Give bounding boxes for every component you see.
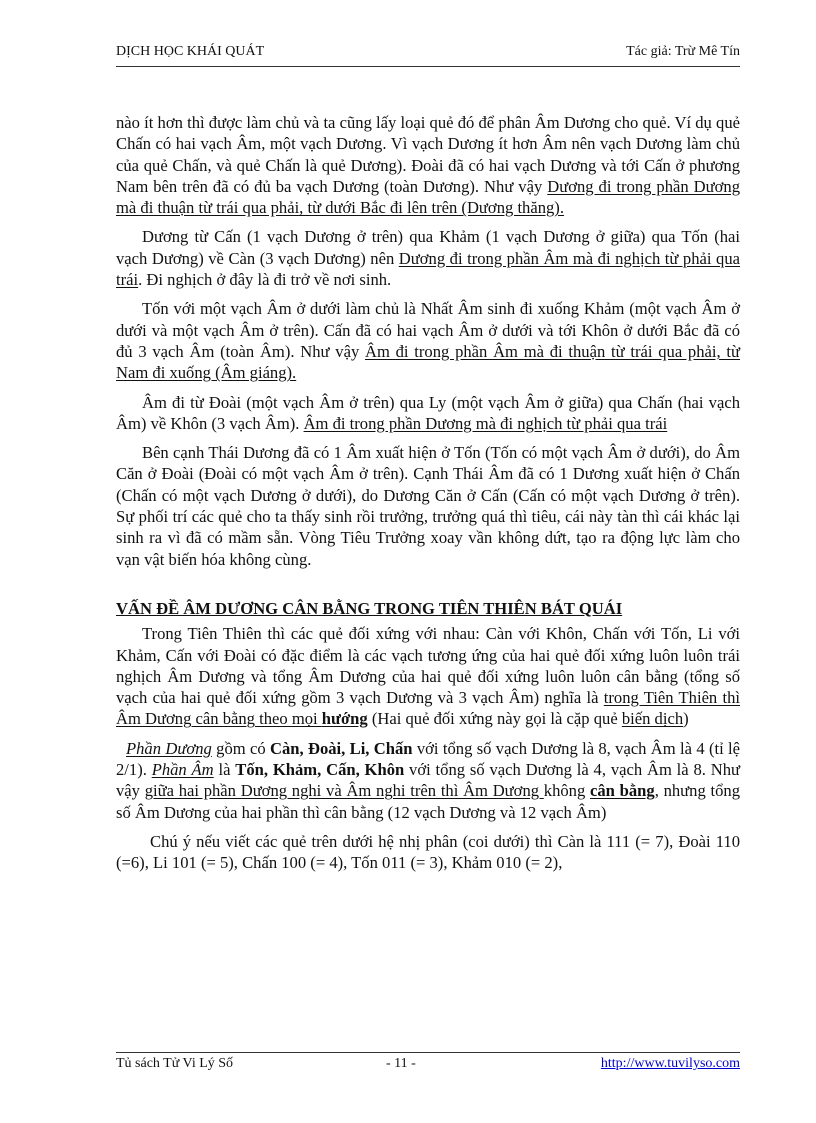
section-heading: VẤN ĐỀ ÂM DƯƠNG CÂN BẰNG TRONG TIÊN THIÊN BÁT QUÁI (116, 598, 623, 618)
footer-divider (116, 1052, 740, 1053)
underlined-bold-phrase: cân bằng (590, 781, 655, 801)
underlined-phrase: Âm đi trong phần Âm mà đi thuận từ trái qua phải, từ Nam đi xuống (Âm giáng). (116, 341, 741, 383)
italic-underlined-term: Phần Dương (126, 738, 212, 758)
underlined-phrase: Dương đi trong phần Âm mà đi nghịch từ phải qua trái (116, 248, 740, 290)
page-header (116, 44, 740, 64)
underlined-phrase: trong Tiên Thiên thì Âm Dương cân bằng theo mọi (116, 688, 741, 729)
paragraph-1: nào ít hơn thì được làm chủ và ta cũng lấy loại quẻ đó để phân Âm Dương cho quẻ. Ví dụ quẻ Chấn có hai vạch Âm, một vạch Dương. Vì vạch Dương ít hơn Âm nên vạch Dương làm chủ của quẻ Chấn, và quẻ Chấn là quẻ Dương). Đoài đã có hai vạch Dương và tới Cấn ở phương Nam bên trên đã có đủ ba vạch Dương (toàn Dương). Như vậy Dương đi trong phần Dương mà đi thuận từ trái qua phải, từ dưới Bắc đi lên trên (Dương thăng). (116, 113, 740, 218)
header-title: DỊCH HỌC KHÁI QUÁT (116, 44, 265, 59)
paragraph-2: Dương từ Cấn (1 vạch Dương ở trên) qua Khảm (1 vạch Dương ở giữa) qua Tốn (hai vạch Dương) về Càn (3 vạch Dương) nên Dương đi trong phần Âm mà đi nghịch từ phải qua trái. Đi nghịch ở đây là đi trở về nơi sinh. (116, 227, 740, 290)
header-divider (116, 66, 740, 67)
header-author: Tác giả: Trừ Mê Tín (626, 44, 740, 59)
paragraph-4: Âm đi từ Đoài (một vạch Âm ở trên) qua Ly (một vạch Âm ở giữa) qua Chấn (hai vạch Âm) về Khôn (3 vạch Âm). Âm đi trong phần Dương mà đi nghịch từ phải qua trái (116, 392, 740, 433)
paragraph-7: Phần Dương gồm có Càn, Đoài, Li, Chấn với tổng số vạch Dương là 8, vạch Âm là 4 (tỉ lệ 2/1). Phần Âm là Tốn, Khảm, Cấn, Khôn với tổng số vạch Dương là 4, vạch Âm là 8. Như vậy giữa hai phần Dương nghi và Âm nghi trên thì Âm Dương không cân bằng, nhưng tổng số Âm Dương của hai phần thì cân bằng (12 vạch Dương và 12 vạch Âm) (116, 738, 741, 822)
document-body (116, 112, 740, 882)
paragraph-3: Tốn với một vạch Âm ở dưới làm chủ là Nhất Âm sinh đi xuống Khảm (một vạch Âm ở dưới và một vạch Âm ở trên). Cấn đã có hai vạch Âm ở dưới và tới Khôn ở dưới Bắc đã có đủ 3 vạch Âm (toàn Âm). Như vậy Âm đi trong phần Âm mà đi thuận từ trái qua phải, từ Nam đi xuống (Âm giáng). (116, 299, 741, 383)
underlined-phrase: giữa hai phần Dương nghi và Âm nghi trên thì Âm Dương (144, 781, 544, 801)
footer-website-link[interactable]: http://www.tuvilyso.com (600, 1056, 740, 1071)
paragraph-8: Chú ý nếu viết các quẻ trên dưới hệ nhị phân (coi dưới) thì Càn là 111 (= 7), Đoài 110 (=6), Li 101 (= 5), Chấn 100 (= 4), Tốn 011 (= 3), Khảm 010 (= 2), (116, 831, 740, 873)
bold-term: Tốn, Khảm, Cấn, Khôn (235, 760, 405, 780)
paragraph-5: Bên cạnh Thái Dương đã có 1 Âm xuất hiện ở Tốn (Tốn có một vạch Âm ở dưới), do Âm Căn ở Đoài (Đoài có một vạch Âm ở trên). Cạnh Thái Âm đã có 1 Dương xuất hiện ở Chấn (Chấn có một vạch Dương ở dưới), do Dương Căn ở Cấn (Cấn có một vạch Dương ở trên). Sự phối trí các quẻ cho ta thấy sinh rồi trưởng, trưởng quá thì tiêu, cái này tàn thì cái khác lại sinh ra vì đã có mầm sẵn. Vòng Tiêu Trưởng xoay vần không dứt, tạo ra động lực làm cho vạn vật biến hóa không cùng. (116, 443, 740, 569)
paragraph-6: Trong Tiên Thiên thì các quẻ đối xứng với nhau: Càn với Khôn, Chấn với Tốn, Li với Khảm, Cấn với Đoài có đặc điểm là các vạch tương ứng của hai quẻ đối xứng luôn luôn trái nghịch Âm Dương và tổng Âm Dương của hai quẻ đối xứng luôn luôn cân bằng (tổng số vạch của hai quẻ đối xứng gồm 3 vạch Dương và 3 vạch Âm) nghĩa là trong Tiên Thiên thì Âm Dương cân bằng theo mọi hướng (Hai quẻ đối xứng này gọi là cặp quẻ biến dịch) (116, 624, 741, 729)
page-number: - 11 - (386, 1056, 416, 1071)
underlined-phrase: Dương đi trong phần Dương mà đi thuận từ trái qua phải, từ dưới Bắc đi lên trên (Dương thăng). (116, 176, 740, 218)
underlined-phrase: Âm đi trong phần Dương mà đi nghịch từ phải qua trái (303, 413, 668, 433)
footer-series: Tủ sách Tử Vi Lý Số (116, 1056, 234, 1071)
italic-underlined-term: Phần Âm (151, 760, 214, 780)
underlined-bold-phrase: hướng (321, 709, 368, 729)
bold-term: Càn, Đoài, Li, Chấn (269, 738, 413, 758)
underlined-phrase: biến dịch (621, 709, 684, 729)
